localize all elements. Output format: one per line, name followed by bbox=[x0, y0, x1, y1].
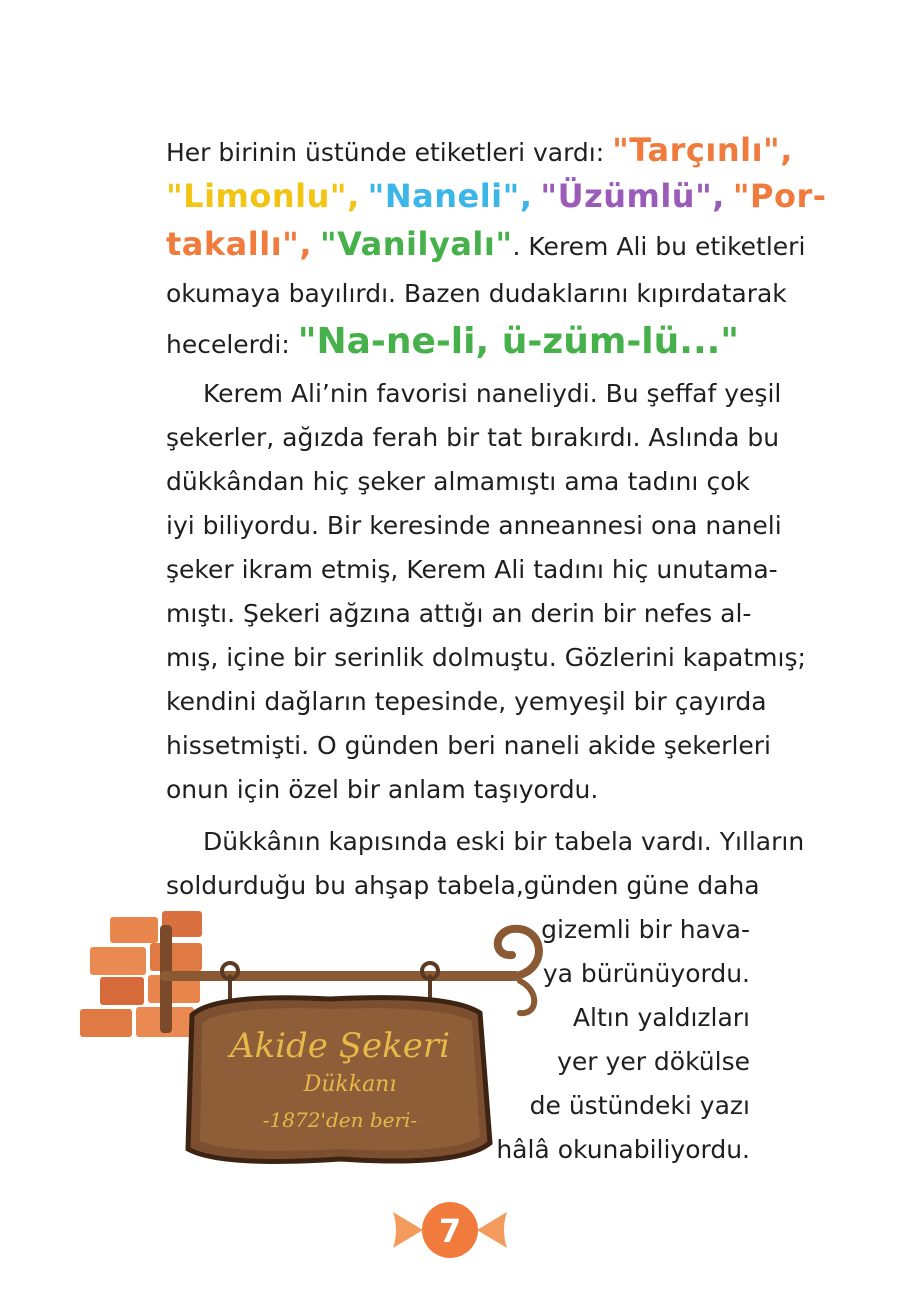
sign-year: -1872'den beri- bbox=[262, 1108, 418, 1132]
page-number: 7 bbox=[438, 1212, 462, 1250]
paragraph2-line: şekerler, ağızda ferah bir tat bırakırdı. Aslında bu bbox=[166, 423, 780, 452]
paragraph2-line: kendini dağların tepesinde, yemyeşil bir çayırda bbox=[166, 687, 767, 716]
paragraph2-line: Kerem Ali’nin favorisi naneliydi. Bu şeffaf yeşil bbox=[203, 379, 782, 408]
paragraph2-line: iyi biliyordu. Bir keresinde anneannesi ona naneli bbox=[166, 511, 782, 540]
sign-arm bbox=[160, 971, 520, 981]
scroll-ornament bbox=[498, 929, 539, 975]
paragraph3-narrow-line: gizemli bir hava- bbox=[541, 915, 750, 944]
paragraph1-text: . Kerem Ali bu etiketleri bbox=[512, 232, 806, 261]
paragraph2-line: onun için özel bir anlam taşıyordu. bbox=[166, 775, 599, 804]
comma: , bbox=[780, 131, 793, 169]
label-limonlu: "Limonlu" bbox=[166, 177, 348, 215]
paragraph3-line: Dükkânın kapısında eski bir tabela vardı. Yılların bbox=[203, 827, 805, 856]
paragraph1-line4: okumaya bayılırdı. Bazen dudaklarını kıpırdatarak bbox=[166, 279, 787, 308]
candy-icon bbox=[385, 1200, 515, 1260]
comma: , bbox=[519, 177, 533, 215]
paragraph3-narrow-line: Altın yaldızları bbox=[572, 1003, 750, 1032]
scroll-ornament-lower bbox=[520, 981, 534, 1013]
paragraph2-line: mıştı. Şekeri ağzına attığı an derin bir nefes al- bbox=[166, 599, 752, 628]
label-portakalli-part2: takallı" bbox=[166, 225, 300, 263]
paragraph3-narrow-line: hâlâ okunabiliyordu. bbox=[496, 1135, 750, 1164]
paragraph3-narrow-line: yer yer dökülse bbox=[557, 1047, 750, 1076]
comma: , bbox=[347, 177, 360, 215]
paragraph3-narrow-line: de üstündeki yazı bbox=[529, 1091, 750, 1120]
label-naneli: "Naneli" bbox=[367, 177, 520, 215]
paragraph2-line: şeker ikram etmiş, Kerem Ali tadını hiç unutama- bbox=[166, 555, 778, 584]
paragraph1-text: Her birinin üstünde etiketleri vardı: bbox=[166, 138, 613, 167]
paragraph3-narrow-line: ya bürünüyordu. bbox=[542, 959, 750, 988]
paragraph1-line5 bbox=[166, 320, 750, 367]
paragraph1-line2 bbox=[166, 174, 827, 221]
label-tarcinli: "Tarçınlı" bbox=[612, 131, 781, 169]
sign-subtitle: Dükkanı bbox=[303, 1072, 397, 1097]
shop-sign-illustration bbox=[80, 905, 550, 1175]
paragraph1-line3 bbox=[166, 222, 806, 269]
paragraph3-line: soldurduğu bu ahşap tabela,günden güne daha bbox=[166, 871, 760, 900]
paragraph1-line1 bbox=[166, 128, 793, 175]
label-uzumlu: "Üzümlü" bbox=[540, 177, 713, 215]
paragraph2-line: dükkândan hiç şeker almamıştı ama tadını çok bbox=[166, 467, 750, 496]
comma: , bbox=[712, 177, 725, 215]
sign-title: Akide Şekeri bbox=[230, 1026, 450, 1066]
label-portakalli-part1: "Por- bbox=[732, 177, 827, 215]
syllables-highlight: "Na-ne-li, ü-züm-lü..." bbox=[297, 321, 740, 362]
label-vanilyali: "Vanilyalı" bbox=[319, 225, 513, 263]
shop-sign-svg bbox=[80, 905, 550, 1175]
paragraph2-line: hissetmişti. O günden beri naneli akide şekerleri bbox=[166, 731, 772, 760]
paragraph1-text: hecelerdi: bbox=[166, 330, 298, 359]
page-number-badge bbox=[385, 1200, 515, 1260]
paragraph2-line: mış, içine bir serinlik dolmuştu. Gözlerini kapatmış; bbox=[166, 643, 806, 672]
comma: , bbox=[299, 225, 312, 263]
